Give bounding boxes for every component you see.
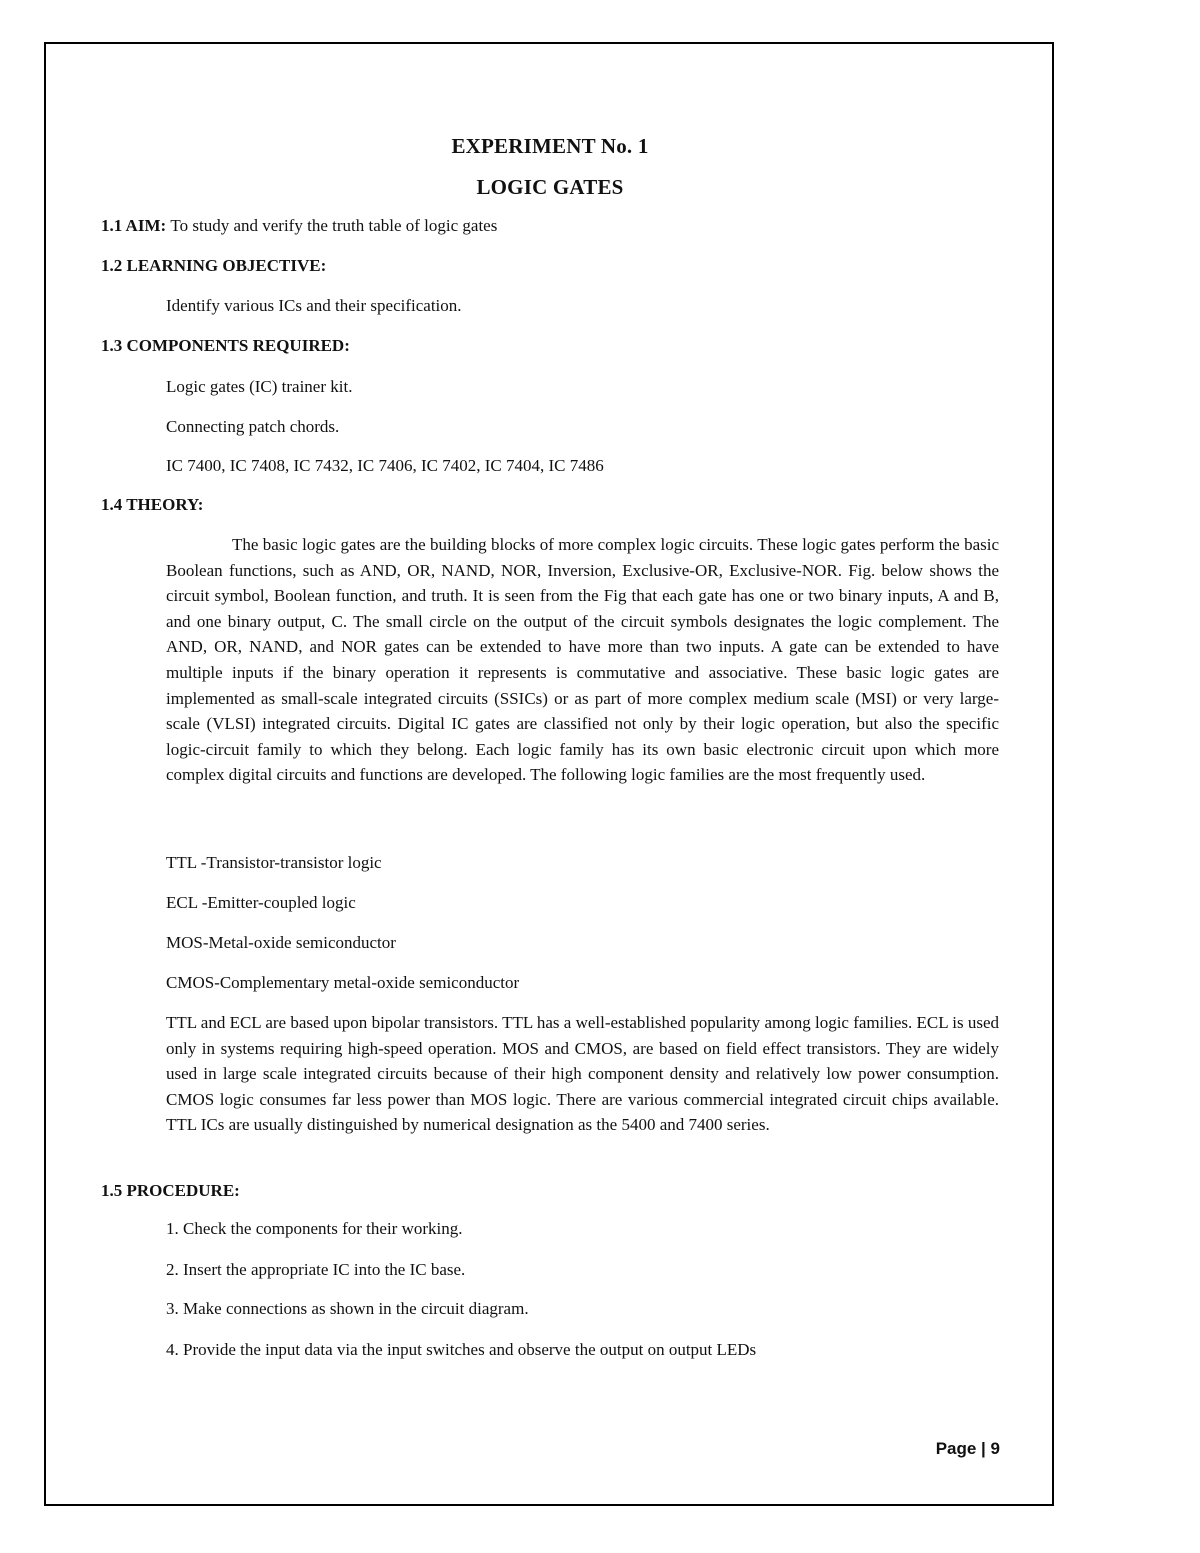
- logic-family-item: TTL -Transistor-transistor logic: [166, 853, 382, 872]
- theory-paragraph: TTL and ECL are based upon bipolar transistors. TTL has a well-established popularity among logic families. ECL is used only in systems requiring high-speed operation. MOS and CMOS, are based on field effect transistors. They are widely used in large scale integrated circuits because of their high component density and relatively low power consumption. CMOS logic consumes far less power than MOS logic. There are various commercial integrated circuit chips available. TTL ICs are usually distinguished by numerical designation as the 5400 and 7400 series.: [166, 1013, 999, 1135]
- page-number: Page | 9: [935, 1439, 1000, 1458]
- component-item: Connecting patch chords.: [166, 417, 340, 436]
- procedure-step: 1. Check the components for their working.: [166, 1219, 463, 1238]
- procedure-step: 4. Provide the input data via the input switches and observe the output on output LEDs: [166, 1340, 757, 1359]
- aim-section: [101, 216, 497, 236]
- aim-label: 1.1 AIM:: [101, 216, 167, 235]
- component-item: IC 7400, IC 7408, IC 7432, IC 7406, IC 7402, IC 7404, IC 7486: [166, 456, 604, 475]
- theory-paragraph: The basic logic gates are the building blocks of more complex logic circuits. These logic gates perform the basic Boolean functions, such as AND, OR, NAND, NOR, Inversion, Exclusive-OR, Exclusive-NOR. Fig. below shows the circuit symbol, Boolean function, and truth. It is seen from the Fig that each gate has one or two binary inputs, A and B, and one binary output, C. The small circle on the output of the circuit symbols designates the logic complement. The AND, OR, NAND, and NOR gates can be extended to have more than two inputs. A gate can be extended to have multiple inputs if the binary operation it represents is commutative and associative. These basic logic gates are implemented as small-scale integrated circuits (SSICs) or as part of more complex medium scale (MSI) or very large-scale (VLSI) integrated circuits. Digital IC gates are classified not only by their logic operation, but also the specific logic-circuit family to which they belong. Each logic family has its own basic electronic circuit upon which more complex digital circuits and functions are developed. The following logic families are the most frequently used.: [166, 535, 999, 785]
- aim-text: To study and verify the truth table of logic gates: [170, 216, 498, 235]
- experiment-title: EXPERIMENT No. 1: [451, 134, 649, 158]
- logic-family-item: CMOS-Complementary metal-oxide semiconductor: [166, 973, 520, 992]
- component-item: Logic gates (IC) trainer kit.: [166, 377, 353, 396]
- learning-objective-text: Identify various ICs and their specification.: [166, 296, 462, 315]
- experiment-subtitle: LOGIC GATES: [476, 175, 624, 199]
- logic-family-item: ECL -Emitter-coupled logic: [166, 893, 356, 912]
- procedure-heading: 1.5 PROCEDURE:: [101, 1181, 240, 1200]
- procedure-step: 2. Insert the appropriate IC into the IC base.: [166, 1260, 466, 1279]
- procedure-step: 3. Make connections as shown in the circuit diagram.: [166, 1299, 529, 1318]
- components-heading: 1.3 COMPONENTS REQUIRED:: [101, 336, 350, 355]
- learning-objective-heading: 1.2 LEARNING OBJECTIVE:: [101, 256, 327, 275]
- logic-family-item: MOS-Metal-oxide semiconductor: [166, 933, 396, 952]
- theory-heading: 1.4 THEORY:: [101, 495, 204, 514]
